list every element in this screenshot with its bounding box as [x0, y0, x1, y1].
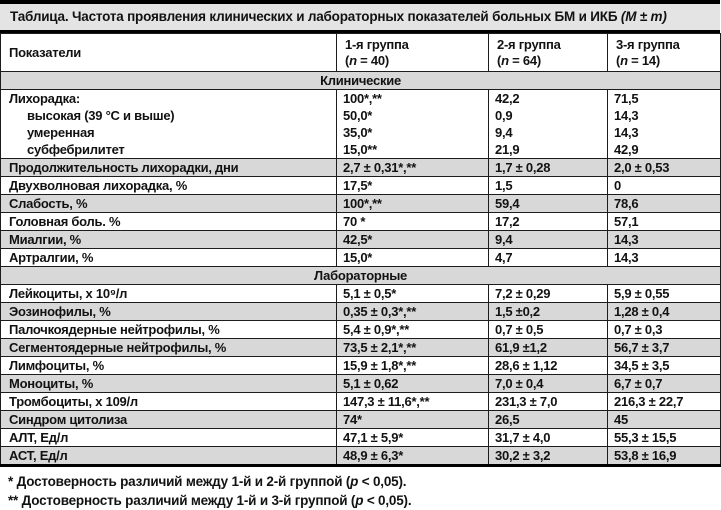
indicator-label: Эозинофилы, % [9, 304, 111, 319]
indicator-label: Лимфоциты, % [9, 358, 104, 373]
section-header: Клинические [1, 72, 721, 90]
value: 1,28 ± 0,4 [614, 304, 670, 319]
table-row [1, 321, 721, 339]
section-header-row [1, 72, 721, 90]
value: 78,6 [614, 196, 639, 211]
value-cell-group-3 [608, 429, 721, 447]
value-cell-group-3 [608, 213, 721, 231]
value-cell-group-1 [337, 393, 489, 411]
table-row [1, 303, 721, 321]
value-cell-group-1 [337, 249, 489, 267]
indicator-label: высокая (39 °С и выше) [27, 108, 175, 123]
table-body [1, 72, 721, 466]
value-cell-group-3 [608, 375, 721, 393]
section-header: Лабораторные [1, 267, 721, 285]
table-title-stat: (M ± m) [620, 9, 667, 24]
col-header-group-2: 2-я группа (n = 64) [489, 34, 608, 72]
value: 34,5 ± 3,5 [614, 358, 670, 373]
value-cell-group-3 [608, 231, 721, 249]
value-cell-group-1 [337, 231, 489, 249]
table-row [1, 90, 721, 159]
value-cell-group-2 [489, 321, 608, 339]
data-table [0, 33, 721, 467]
value: 5,4 ± 0,9*,** [343, 322, 410, 337]
value: 0,7 ± 0,3 [614, 322, 663, 337]
value: 15,9 ± 1,8*,** [343, 358, 417, 373]
value: 231,3 ± 7,0 [495, 394, 558, 409]
value: 0 [614, 178, 621, 193]
table-title-prefix: Таблица. [10, 9, 69, 24]
indicator-label: умеренная [27, 125, 95, 140]
table-title-text: Частота проявления клинических и лабораторных показателей больных БМ и ИКБ [71, 9, 618, 24]
value: 14,3 [614, 108, 639, 123]
value-cell-group-3 [608, 339, 721, 357]
indicator-label: АСТ, Ед/л [9, 448, 68, 463]
indicator-label: Лейкоциты, х 10⁹/л [9, 286, 128, 301]
value-cell-group-2 [489, 159, 608, 177]
value-cell-group-3 [608, 303, 721, 321]
value: 14,3 [614, 250, 639, 265]
value: 31,7 ± 4,0 [495, 430, 551, 445]
value-cell-group-1 [337, 339, 489, 357]
value: 56,7 ± 3,7 [614, 340, 670, 355]
value: 0,9 [495, 108, 513, 123]
table-row [1, 357, 721, 375]
value: 7,0 ± 0,4 [495, 376, 544, 391]
value: 216,3 ± 22,7 [614, 394, 684, 409]
indicator-label: Головная боль. % [9, 214, 121, 229]
value: 9,4 [495, 125, 513, 140]
value-cell-group-2 [489, 249, 608, 267]
value: 17,2 [495, 214, 520, 229]
value-cell-group-2 [489, 339, 608, 357]
group-2-n: (n = 64) [497, 52, 541, 68]
value: 100*,** [343, 91, 382, 106]
value-cell-group-1 [337, 303, 489, 321]
table-row [1, 249, 721, 267]
value: 2,7 ± 0,31*,** [343, 160, 417, 175]
value: 9,4 [495, 232, 513, 247]
value: 21,9 [495, 142, 520, 157]
indicator-cell [1, 339, 337, 357]
value: 74* [343, 412, 362, 427]
indicator-label: Лихорадка: [9, 91, 80, 106]
indicator-label: Артралгии, % [9, 250, 94, 265]
value-cell-group-2 [489, 90, 608, 159]
table-row [1, 285, 721, 303]
column-header-row [1, 34, 721, 72]
value: 45 [614, 412, 628, 427]
value: 73,5 ± 2,1*,** [343, 340, 417, 355]
indicator-label: Слабость, % [9, 196, 88, 211]
value: 26,5 [495, 412, 520, 427]
value: 1,7 ± 0,28 [495, 160, 551, 175]
value-cell-group-3 [608, 177, 721, 195]
value: 48,9 ± 6,3* [343, 448, 404, 463]
value-cell-group-1 [337, 429, 489, 447]
table-row [1, 159, 721, 177]
value-cell-group-3 [608, 195, 721, 213]
value: 5,9 ± 0,55 [614, 286, 670, 301]
value: 42,5* [343, 232, 373, 247]
table-row [1, 213, 721, 231]
value-cell-group-1 [337, 90, 489, 159]
indicator-cell [1, 159, 337, 177]
value: 5,1 ± 0,62 [343, 376, 399, 391]
table-row [1, 429, 721, 447]
value-cell-group-3 [608, 90, 721, 159]
value-cell-group-2 [489, 303, 608, 321]
value: 57,1 [614, 214, 639, 229]
value-cell-group-2 [489, 213, 608, 231]
value: 15,0** [343, 142, 377, 157]
indicator-label: субфебрилитет [27, 142, 125, 157]
value: 70 * [343, 214, 366, 229]
value-cell-group-3 [608, 447, 721, 466]
value: 6,7 ± 0,7 [614, 376, 663, 391]
value-cell-group-3 [608, 321, 721, 339]
value-cell-group-1 [337, 285, 489, 303]
value-cell-group-3 [608, 285, 721, 303]
value: 14,3 [614, 125, 639, 140]
value: 4,7 [495, 250, 513, 265]
col-header-indicators: Показатели [1, 34, 337, 72]
indicator-cell [1, 321, 337, 339]
indicator-cell [1, 195, 337, 213]
value: 47,1 ± 5,9* [343, 430, 404, 445]
table-row [1, 447, 721, 466]
value: 35,0* [343, 125, 373, 140]
value: 61,9 ±1,2 [495, 340, 547, 355]
value-cell-group-1 [337, 177, 489, 195]
indicator-label: Моноциты, % [9, 376, 94, 391]
group-1-n: (n = 40) [345, 52, 389, 68]
value: 0,7 ± 0,5 [495, 322, 544, 337]
value: 71,5 [614, 91, 639, 106]
value-cell-group-2 [489, 411, 608, 429]
value: 15,0* [343, 250, 373, 265]
indicator-cell [1, 90, 337, 159]
value: 14,3 [614, 232, 639, 247]
value-cell-group-3 [608, 411, 721, 429]
value: 59,4 [495, 196, 520, 211]
group-3-n: (n = 14) [616, 52, 660, 68]
value-cell-group-2 [489, 393, 608, 411]
value-cell-group-1 [337, 357, 489, 375]
value: 55,3 ± 15,5 [614, 430, 677, 445]
table-row [1, 393, 721, 411]
indicator-label: Миалгии, % [9, 232, 81, 247]
value: 42,2 [495, 91, 520, 106]
indicator-label: Тромбоциты, х 109/л [9, 394, 138, 409]
table-row [1, 375, 721, 393]
footnote-1: * Достоверность различий между 1-й и 2-й группой (p < 0,05). [8, 474, 407, 489]
table-row [1, 195, 721, 213]
footnotes [0, 467, 720, 510]
indicator-cell [1, 357, 337, 375]
indicator-cell [1, 213, 337, 231]
indicator-cell [1, 375, 337, 393]
value-cell-group-1 [337, 321, 489, 339]
table-row [1, 411, 721, 429]
indicator-cell [1, 177, 337, 195]
value-cell-group-2 [489, 375, 608, 393]
indicator-label: Двухволновая лихорадка, % [9, 178, 188, 193]
value-cell-group-3 [608, 249, 721, 267]
table-row [1, 177, 721, 195]
indicator-label: Сегментоядерные нейтрофилы, % [9, 340, 227, 355]
value: 100*,** [343, 196, 382, 211]
value-cell-group-2 [489, 177, 608, 195]
value-cell-group-1 [337, 375, 489, 393]
indicator-cell [1, 411, 337, 429]
value: 5,1 ± 0,5* [343, 286, 397, 301]
value: 42,9 [614, 142, 639, 157]
value: 17,5* [343, 178, 373, 193]
value: 28,6 ± 1,12 [495, 358, 558, 373]
value-cell-group-1 [337, 213, 489, 231]
value: 147,3 ± 11,6*,** [343, 394, 430, 409]
indicator-label: АЛТ, Ед/л [9, 430, 69, 445]
value: 1,5 [495, 178, 513, 193]
footnote-2: ** Достоверность различий между 1-й и 3-й группой (p < 0,05). [8, 493, 412, 508]
indicator-label: Продолжительность лихорадки, дни [9, 160, 239, 175]
value: 50,0* [343, 108, 373, 123]
col-header-group-1: 1-я группа (n = 40) [337, 34, 489, 72]
indicator-label: Палочкоядерные нейтрофилы, % [9, 322, 220, 337]
value-cell-group-1 [337, 447, 489, 466]
value-cell-group-3 [608, 393, 721, 411]
indicator-cell [1, 447, 337, 466]
value-cell-group-2 [489, 285, 608, 303]
indicator-cell [1, 303, 337, 321]
value-cell-group-2 [489, 429, 608, 447]
value: 0,35 ± 0,3*,** [343, 304, 417, 319]
value: 2,0 ± 0,53 [614, 160, 670, 175]
value: 30,2 ± 3,2 [495, 448, 551, 463]
value-cell-group-1 [337, 411, 489, 429]
indicator-cell [1, 393, 337, 411]
table-row [1, 231, 721, 249]
value-cell-group-2 [489, 447, 608, 466]
col-header-group-3: 3-я группа (n = 14) [608, 34, 721, 72]
indicator-cell [1, 429, 337, 447]
value: 53,8 ± 16,9 [614, 448, 677, 463]
indicator-cell [1, 285, 337, 303]
value-cell-group-2 [489, 195, 608, 213]
value-cell-group-2 [489, 231, 608, 249]
indicator-label: Синдром цитолиза [9, 412, 127, 427]
indicator-cell [1, 249, 337, 267]
value-cell-group-1 [337, 159, 489, 177]
value: 1,5 ±0,2 [495, 304, 540, 319]
table-row [1, 339, 721, 357]
value-cell-group-3 [608, 357, 721, 375]
value-cell-group-1 [337, 195, 489, 213]
indicator-cell [1, 231, 337, 249]
value: 7,2 ± 0,29 [495, 286, 551, 301]
table-title [0, 4, 720, 33]
section-header-row [1, 267, 721, 285]
value-cell-group-3 [608, 159, 721, 177]
value-cell-group-2 [489, 357, 608, 375]
